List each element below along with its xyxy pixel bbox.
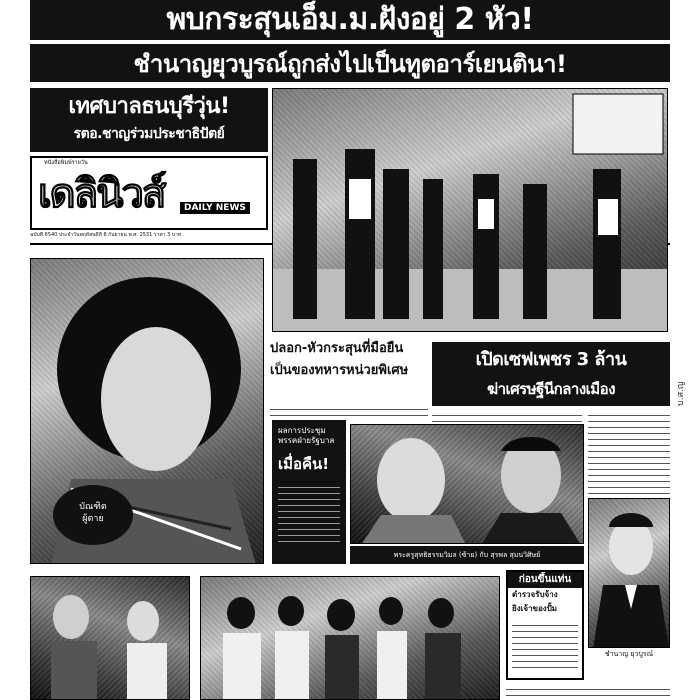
subheadline-a bbox=[270, 338, 428, 402]
left-banner-line2: รตอ.ชาญร่วมประชาธิปัตย์ bbox=[73, 126, 225, 142]
inside-box-title: ก่อนขึ้นแท่น bbox=[508, 572, 582, 588]
bottom-crowd-figures bbox=[201, 577, 500, 700]
portrait-figure bbox=[589, 499, 670, 648]
woman-caption-line2: ผู้ตาย bbox=[82, 514, 104, 524]
subheadline-a-line2: เป็นของทหารหน่วยพิเศษ bbox=[270, 363, 409, 378]
masthead-thai: เดลินิวส์ bbox=[38, 171, 165, 217]
masthead bbox=[30, 156, 268, 230]
meeting-box bbox=[272, 420, 346, 564]
procession-figures bbox=[273, 89, 668, 332]
inside-box-item1: ตำรวจรับจ้าง bbox=[512, 590, 558, 599]
portrait-caption: ชำนาญ ยุวบูรณ์ bbox=[604, 650, 654, 658]
side-stamp: บ.ส.ญ bbox=[676, 381, 686, 406]
masthead-small: หนังสือพิมพ์รายวัน bbox=[44, 160, 88, 166]
masthead-en: DAILY NEWS bbox=[180, 202, 250, 214]
woman-photo bbox=[30, 258, 264, 564]
headline-second: ชำนาญยุวบูรณ์ถูกส่งไปเป็นทูตอาร์เยนตินา! bbox=[30, 44, 670, 82]
photo-caption-main: พระครูสุทธิธรรมวิมล (ซ้าย) กับ สุรพล สุมนวิศิษย์ bbox=[350, 546, 584, 564]
woman-caption-badge bbox=[53, 485, 133, 545]
left-banner-line1: เทศบาลธนบุรีวุ่น! bbox=[68, 93, 230, 119]
meeting-box-title: เมื่อคืน! bbox=[278, 455, 330, 473]
bottom-crowd-photo bbox=[200, 576, 500, 700]
subheadline-a-body bbox=[270, 404, 428, 418]
portrait-photo bbox=[588, 498, 670, 648]
woman-caption-line1: บัณฑิต bbox=[79, 502, 107, 512]
meeting-box-body bbox=[278, 482, 340, 542]
subheadline-b-body bbox=[588, 410, 670, 494]
two-men-photo bbox=[350, 424, 584, 544]
two-men-figures bbox=[351, 425, 584, 544]
bottom-left-figures bbox=[31, 577, 190, 700]
subheadline-b bbox=[432, 342, 670, 406]
procession-photo bbox=[272, 88, 668, 332]
subheadline-b-line2: ฆ่าเศรษฐีนีกลางเมือง bbox=[486, 380, 616, 398]
inside-box bbox=[506, 570, 584, 680]
issue-line: ฉบับที่ 6540 ประจำวันพฤหัสบดีที่ 8 กันยายน พ.ศ. 2531 ราคา 3 บาท bbox=[30, 232, 182, 238]
bottom-left-photo bbox=[30, 576, 190, 700]
headline-top: พบกระสุนเอ็ม.ม.ฝังอยู่ 2 หัว! bbox=[30, 0, 670, 40]
inside-box-item2: ยิงเจ้าของปั้ม bbox=[512, 604, 558, 613]
body-text-bottom bbox=[506, 684, 670, 700]
subheadline-a-line1: ปลอก-หัวกระสุนที่มือยืน bbox=[270, 341, 404, 356]
subheadline-b-body-top bbox=[432, 410, 582, 422]
subheadline-b-line1: เปิดเซฟเพชร 3 ล้าน bbox=[475, 348, 627, 370]
meeting-box-label: ผลการประชุมพรรคฝ่ายรัฐบาล bbox=[278, 426, 335, 445]
inside-box-body bbox=[512, 620, 578, 670]
left-banner bbox=[30, 88, 268, 152]
